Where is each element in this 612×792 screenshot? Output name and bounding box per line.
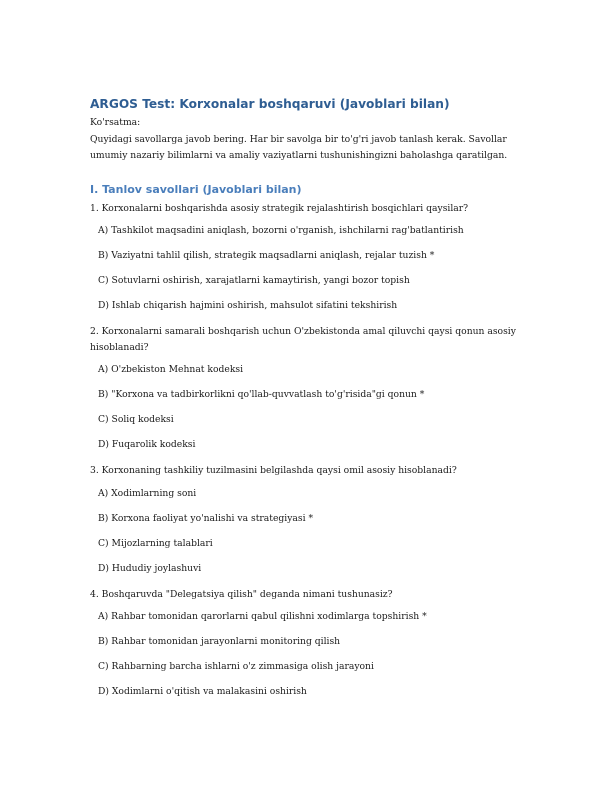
question-block-2 [90, 324, 530, 451]
question-text: 3. Korxonaning tashkiliy tuzilmasini belgilashda qaysi omil asosiy hisoblanadi? [90, 465, 457, 476]
answer-option: C) Sotuvlarni oshirish, xarajatlarni kamaytirish, yangi bozor topish [98, 275, 410, 286]
question-text: 4. Boshqaruvda "Delegatsiya qilish" deganda nimani tushunasiz? [90, 588, 393, 600]
section-title: I. Tanlov savollari (Javoblari bilan) [90, 182, 302, 196]
question-block-4 [90, 587, 530, 699]
question-block-1 [90, 201, 530, 313]
answer-option-correct: B) "Korxona va tadbirkorlikni qo'llab-quvvatlash to'g'risida"gi qonun * [98, 389, 425, 400]
document-content [90, 96, 530, 710]
answer-option: B) Rahbar tomonidan jarayonlarni monitoring qilish [98, 636, 341, 647]
answer-option-correct: B) Korxona faoliyat yo'nalishi va strategiyasi * [98, 512, 314, 524]
answer-option: A) O'zbekiston Mehnat kodeksi [98, 364, 244, 375]
instruction-label: Ko'rsatma: [90, 117, 141, 128]
answer-option: C) Rahbarning barcha ishlarni o'z zimmasiga olish jarayoni [98, 661, 374, 672]
answer-option: D) Ishlab chiqarish hajmini oshirish, mahsulot sifatini tekshirish [98, 300, 398, 311]
answer-option-correct: B) Vaziyatni tahlil qilish, strategik maqsadlarni aniqlash, rejalar tuzish * [98, 250, 435, 261]
answer-option: C) Soliq kodeksi [98, 414, 174, 425]
question-text: 2. Korxonalarni samarali boshqarish uchun O'zbekistonda amal qiluvchi qaysi qonun asosiy hisoblanadi? [90, 326, 516, 353]
answer-option: C) Mijozlarning talablari [98, 537, 213, 549]
answer-option: D) Hududiy joylashuvi [98, 562, 202, 574]
answer-option: A) Xodimlarning soni [98, 487, 197, 499]
instruction-text: Quyidagi savollarga javob bering. Har bir savolga bir to'g'ri javob tanlash kerak. Savollar umumiy nazariy bilimlarni va amaliy vaziyatlarni tushunishingizni baholashga qaratilgan. [90, 133, 508, 161]
answer-option-correct: A) Rahbar tomonidan qarorlarni qabul qilishni xodimlarga topshirish * [98, 611, 427, 622]
document-title: ARGOS Test: Korxonalar boshqaruvi (Javoblari bilan) [90, 97, 450, 111]
answer-option: D) Fuqarolik kodeksi [98, 439, 196, 450]
question-block-3 [90, 463, 530, 575]
answer-option: A) Tashkilot maqsadini aniqlash, bozorni o'rganish, ishchilarni rag'batlantirish [98, 225, 464, 236]
answer-option: D) Xodimlarni o'qitish va malakasini oshirish [98, 686, 307, 697]
question-text: 1. Korxonalarni boshqarishda asosiy strategik rejalashtirish bosqichlari qaysilar? [90, 202, 469, 214]
